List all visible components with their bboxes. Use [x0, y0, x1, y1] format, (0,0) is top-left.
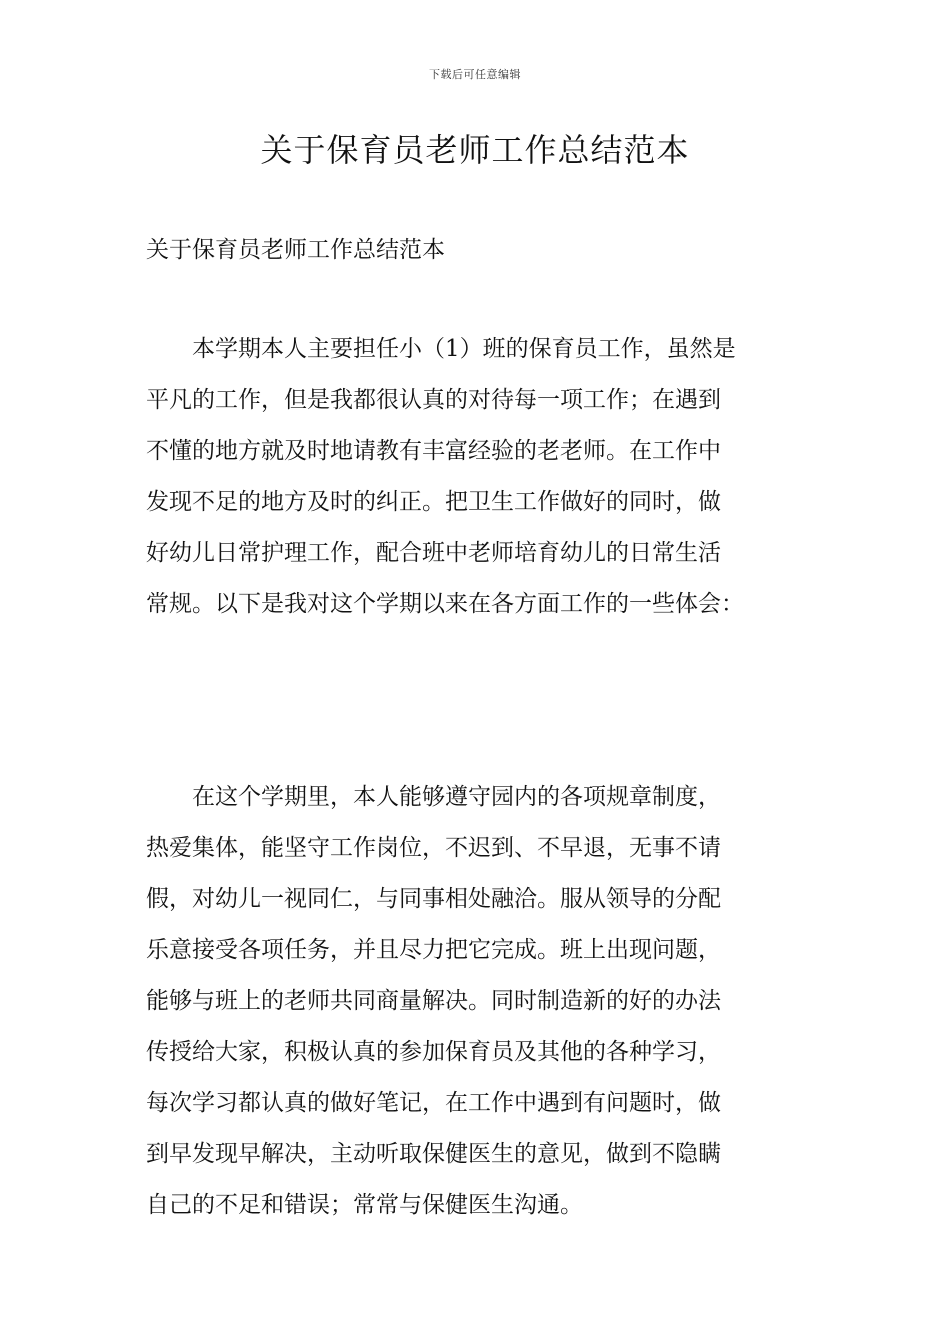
paragraph-2-line: 乐意接受各项任务，并且尽力把它完成。班上出现问题，	[146, 937, 721, 963]
paragraph-2-line: 自己的不足和错误；常常与保健医生沟通。	[146, 1192, 583, 1218]
paragraph-2-line: 假，对幼儿一视同仁，与同事相处融洽。服从领导的分配	[146, 886, 721, 912]
paragraph-2-line: 到早发现早解决，主动听取保健医生的意见，做到不隐瞒	[146, 1141, 721, 1167]
document-title: 关于保育员老师工作总结范本	[260, 131, 690, 169]
paragraph-1	[146, 324, 808, 630]
paragraph-2-line: 每次学习都认真的做好笔记，在工作中遇到有问题时，做	[146, 1090, 721, 1116]
paragraph-2	[146, 772, 808, 1231]
paragraph-1-line: 发现不足的地方及时的纠正。把卫生工作做好的同时，做	[146, 489, 721, 515]
paragraph-2-line: 能够与班上的老师共同商量解决。同时制造新的好的办法	[146, 988, 721, 1014]
paragraph-1-line: 好幼儿日常护理工作，配合班中老师培育幼儿的日常生活	[146, 540, 721, 566]
paragraph-1-line: 常规。以下是我对这个学期以来在各方面工作的一些体会：	[146, 591, 744, 617]
paragraph-1-line: 本学期本人主要担任小（1）班的保育员工作，虽然是	[192, 336, 736, 362]
paragraph-2-line: 在这个学期里，本人能够遵守园内的各项规章制度，	[192, 784, 721, 810]
paragraph-1-line: 不懂的地方就及时地请教有丰富经验的老老师。在工作中	[146, 438, 721, 464]
paragraph-1-line: 平凡的工作，但是我都很认真的对待每一项工作；在遇到	[146, 387, 721, 413]
header-note: 下载后可任意编辑	[429, 68, 521, 81]
paragraph-2-line: 传授给大家，积极认真的参加保育员及其他的各种学习，	[146, 1039, 721, 1065]
paragraph-2-line: 热爱集体，能坚守工作岗位，不迟到、不早退，无事不请	[146, 835, 721, 861]
document-subtitle: 关于保育员老师工作总结范本	[146, 237, 445, 263]
